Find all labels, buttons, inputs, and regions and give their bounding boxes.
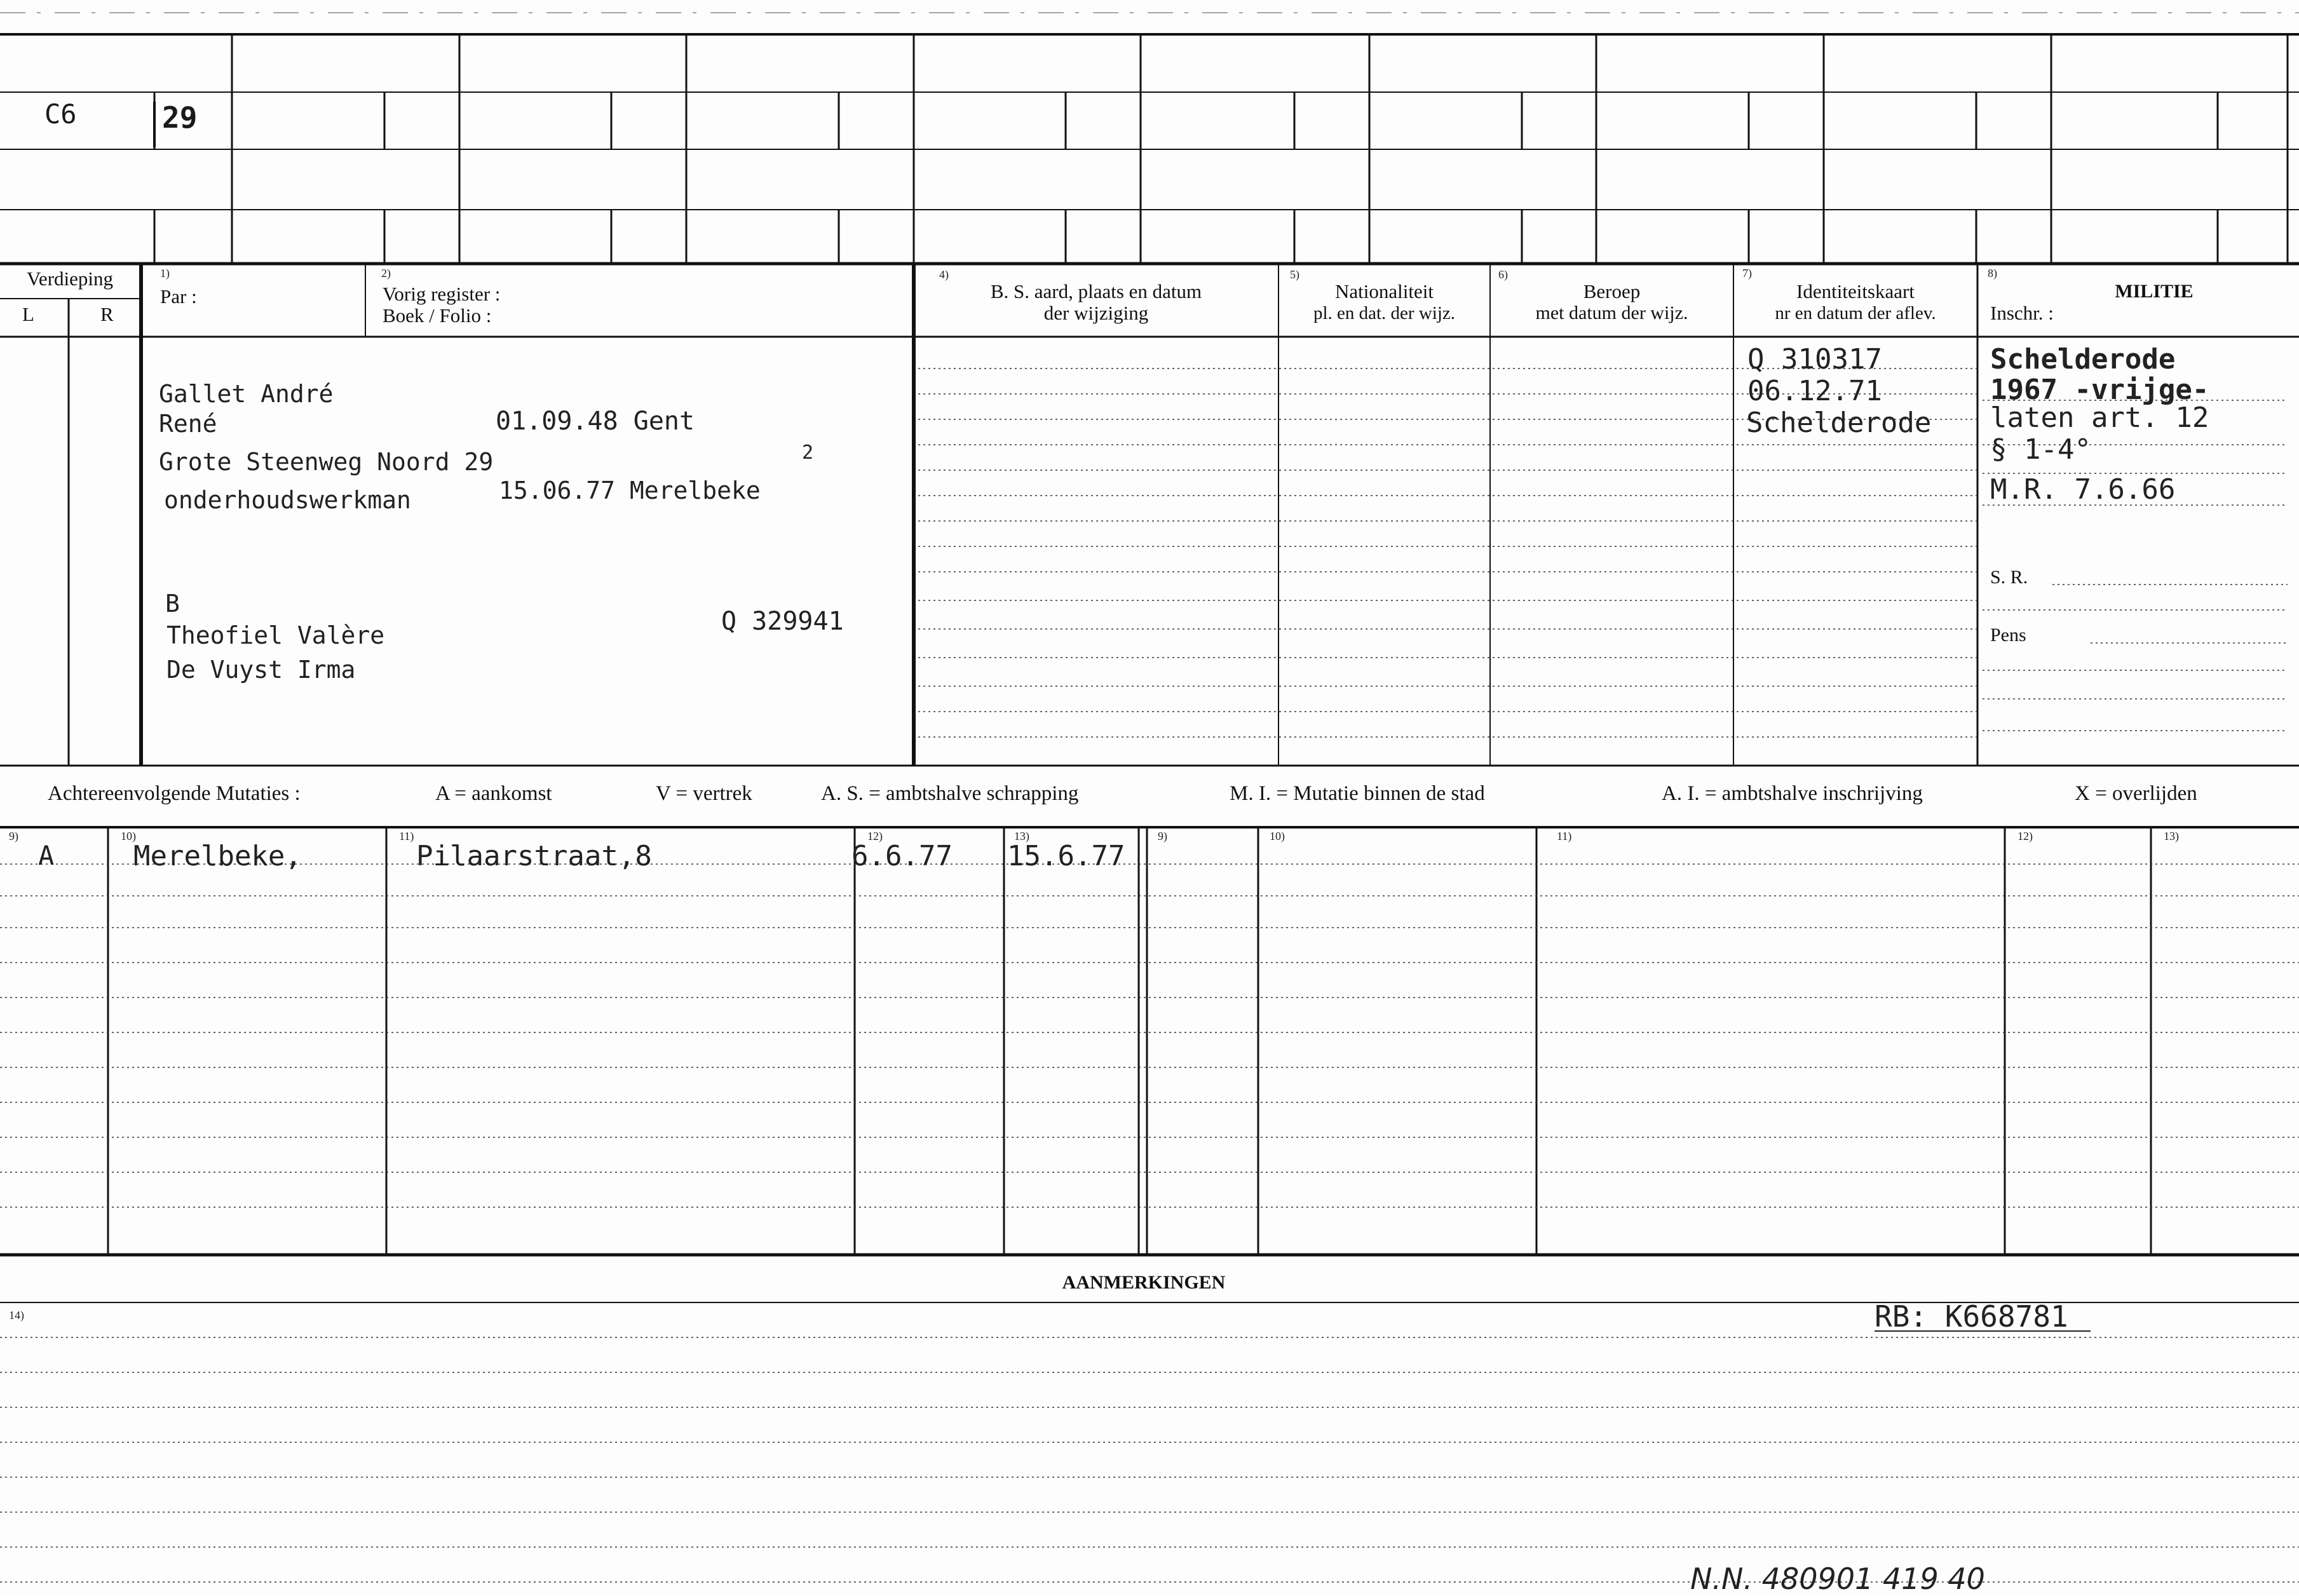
nationaliteit-header: Nationaliteit	[1335, 280, 1434, 302]
verdieping-header: Verdieping	[26, 267, 114, 290]
militia-line4: § 1-4°	[1990, 433, 2091, 466]
mutation-type: A	[38, 840, 55, 871]
col2-number: 2)	[381, 267, 391, 280]
person-address: Grote Steenweg Noord 29	[159, 448, 494, 476]
person-first-name: René	[159, 410, 217, 438]
col5-number: 5)	[1290, 268, 1299, 281]
nationaliteit-sub: pl. en dat. der wijz.	[1313, 303, 1456, 323]
remarks-title: AANMERKINGEN	[1062, 1272, 1226, 1293]
identity-card-place: Schelderode	[1746, 407, 1932, 439]
mutation-street: Pilaarstraat,8	[416, 840, 652, 872]
person-profession: onderhoudswerkman	[164, 486, 411, 514]
mutation-municipality: Merelbeke,	[133, 840, 302, 872]
mut-col-10: 10)	[121, 830, 136, 842]
militie-header: MILITIE	[2115, 281, 2194, 302]
legend-v: V = vertrek	[656, 782, 752, 805]
legend-intro: Achtereenvolgende Mutaties :	[48, 782, 301, 805]
par-label: Par :	[160, 285, 197, 308]
person-mother: De Vuyst Irma	[166, 656, 356, 684]
entry-code: C6	[44, 98, 77, 130]
pens-label: Pens	[1990, 625, 2026, 646]
col6-number: 6)	[1498, 268, 1508, 281]
person-father: Theofiel Valère	[166, 621, 385, 649]
remarks-nn: N.N. 480901 419 40	[1690, 1562, 1985, 1596]
legend-as: A. S. = ambtshalve schrapping	[821, 782, 1079, 805]
col1-number: 1)	[160, 267, 170, 280]
remarks-rb: RB: K668781	[1875, 1299, 2068, 1334]
col8-number: 8)	[1988, 267, 1997, 280]
identiteitskaart-header: Identiteitskaart	[1796, 280, 1915, 302]
identity-card-number: Q 310317	[1747, 343, 1882, 375]
beroep-header: Beroep	[1583, 280, 1641, 302]
verdieping-r: R	[100, 303, 114, 325]
mut-col-12: 12)	[867, 830, 883, 842]
mut-col-13b: 13)	[2164, 830, 2179, 842]
identiteitskaart-sub: nr en datum der aflev.	[1775, 303, 1936, 323]
person-father-code: Q 329941	[721, 607, 844, 636]
mut-col-11: 11)	[399, 830, 414, 842]
identity-card-date: 06.12.71	[1747, 375, 1882, 407]
legend-x: X = overlijden	[2075, 782, 2197, 805]
boek-folio-label: Boek / Folio :	[383, 304, 492, 327]
mut-col-13: 13)	[1014, 830, 1029, 842]
person-b-letter: B	[165, 590, 180, 618]
mut-col-10b: 10)	[1270, 830, 1285, 842]
entry-number: 29	[162, 100, 198, 135]
militia-line1: Schelderode	[1990, 343, 2176, 375]
person-marker: 2	[802, 442, 814, 464]
mutation-date2: 15.6.77	[1007, 840, 1125, 872]
legend-a: A = aankomst	[435, 782, 552, 805]
vorig-register-label: Vorig register :	[383, 283, 501, 305]
mut-col-12b: 12)	[2018, 830, 2033, 842]
verdieping-l: L	[22, 303, 34, 325]
person-birth: 01.09.48 Gent	[496, 407, 695, 436]
inschr-label: Inschr. :	[1990, 302, 2054, 324]
person-name: Gallet André	[159, 380, 334, 408]
mut-col-9b: 9)	[1158, 830, 1167, 842]
person-profession-date: 15.06.77 Merelbeke	[499, 477, 761, 504]
col4-number: 4)	[939, 268, 949, 281]
mut-col-9: 9)	[9, 830, 18, 842]
beroep-sub: met datum der wijz.	[1535, 302, 1688, 323]
entry-bar	[153, 102, 156, 147]
legend-mi: M. I. = Mutatie binnen de stad	[1230, 782, 1485, 805]
col7-number: 7)	[1742, 267, 1752, 280]
bs-header-line2: der wijziging	[1043, 302, 1149, 324]
mutation-date1: 6.6.77	[851, 840, 953, 872]
remarks-number: 14)	[9, 1309, 24, 1322]
militia-line3: laten art. 12	[1990, 402, 2209, 434]
militia-line5: M.R. 7.6.66	[1990, 473, 2176, 506]
sr-label: S. R.	[1990, 567, 2028, 588]
mut-col-11b: 11)	[1557, 830, 1572, 842]
militia-line2: 1967 -vrijge-	[1990, 374, 2209, 406]
bs-header-line1: B. S. aard, plaats en datum	[990, 280, 1202, 302]
legend-ai: A. I. = ambtshalve inschrijving	[1662, 782, 1923, 805]
